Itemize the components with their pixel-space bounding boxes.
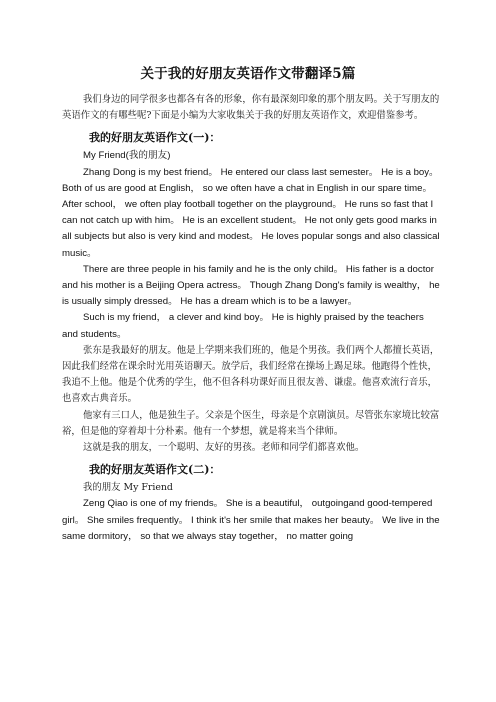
essay1-subtitle: My Friend(我的朋友) xyxy=(83,150,171,162)
essay1-cn-paragraph-2: 他家有三口人，他是独生子。父亲是个医生，母亲是个京剧演员。尽管张东家境比较富裕，但是他的穿着却十分朴素。他有一个梦想，就是将来当个律师。 xyxy=(62,409,440,437)
essay1-heading: 我的好朋友英语作文(一)： xyxy=(89,131,221,145)
essay1-cn-paragraph-1: 张东是我最好的朋友。他是上学期来我们班的，他是个男孩。我们两个人都擅长英语，因此我们经常在课余时光用英语聊天。放学后，我们经常在操场上踢足球。他跑得个性快，我追不上他。他是个优秀的学生，他不但各科功课好而且很友善、谦虚。他喜欢流行音乐，也喜欢古典音乐。 xyxy=(62,344,440,405)
page-title: 关于我的好朋友英语作文带翻译5篇 xyxy=(140,66,356,82)
essay1-en-paragraph-1: Zhang Dong is my best friend。 He entered our class last semester。 He is a boy。 Both of us are good at English， so we often have a chat in English in our spare time。 After school， we often play football together on the playground。 He runs so fast that I can not catch up with him。 He is an excellent student。 He not only gets good marks in all subjects but also is very kind and modest。 He loves popular songs and also classical music。 xyxy=(62,166,440,259)
essay2-en-paragraph-1: Zeng Qiao is one of my friends。 She is a beautiful， outgoingand good-tempered girl。 She smiles frequently。 I think it's her smile that makes her beauty。 We live in the same dormitory， so that we always stay together， no matter going xyxy=(62,498,440,542)
essay1-en-paragraph-3: Such is my friend， a clever and kind boy。 He is highly praised by the teachers and students。 xyxy=(62,312,424,340)
essay1-en-paragraph-2: There are three people in his family and he is the only child。 His father is a doctor and his mother is a Beijing Opera actress。 Though Zhang Dong's family is wealthy， he is usually simply dressed。 He has a dream which is to be a lawyer。 xyxy=(62,263,440,308)
intro-paragraph: 我们身边的同学很多也都各有各的形象，你有最深刻印象的那个朋友吗。关于写朋友的英语作文的有哪些呢?下面是小编为大家收集关于我的好朋友英语作文，欢迎借鉴参考。 xyxy=(62,94,440,122)
essay2-heading: 我的好朋友英语作文(二)： xyxy=(89,463,221,477)
essay1-cn-paragraph-3: 这就是我的朋友，一个聪明、友好的男孩。老师和同学们都喜欢他。 xyxy=(83,442,365,454)
document-body xyxy=(62,92,440,545)
essay2-subtitle: 我的朋友 My Friend xyxy=(83,482,173,494)
